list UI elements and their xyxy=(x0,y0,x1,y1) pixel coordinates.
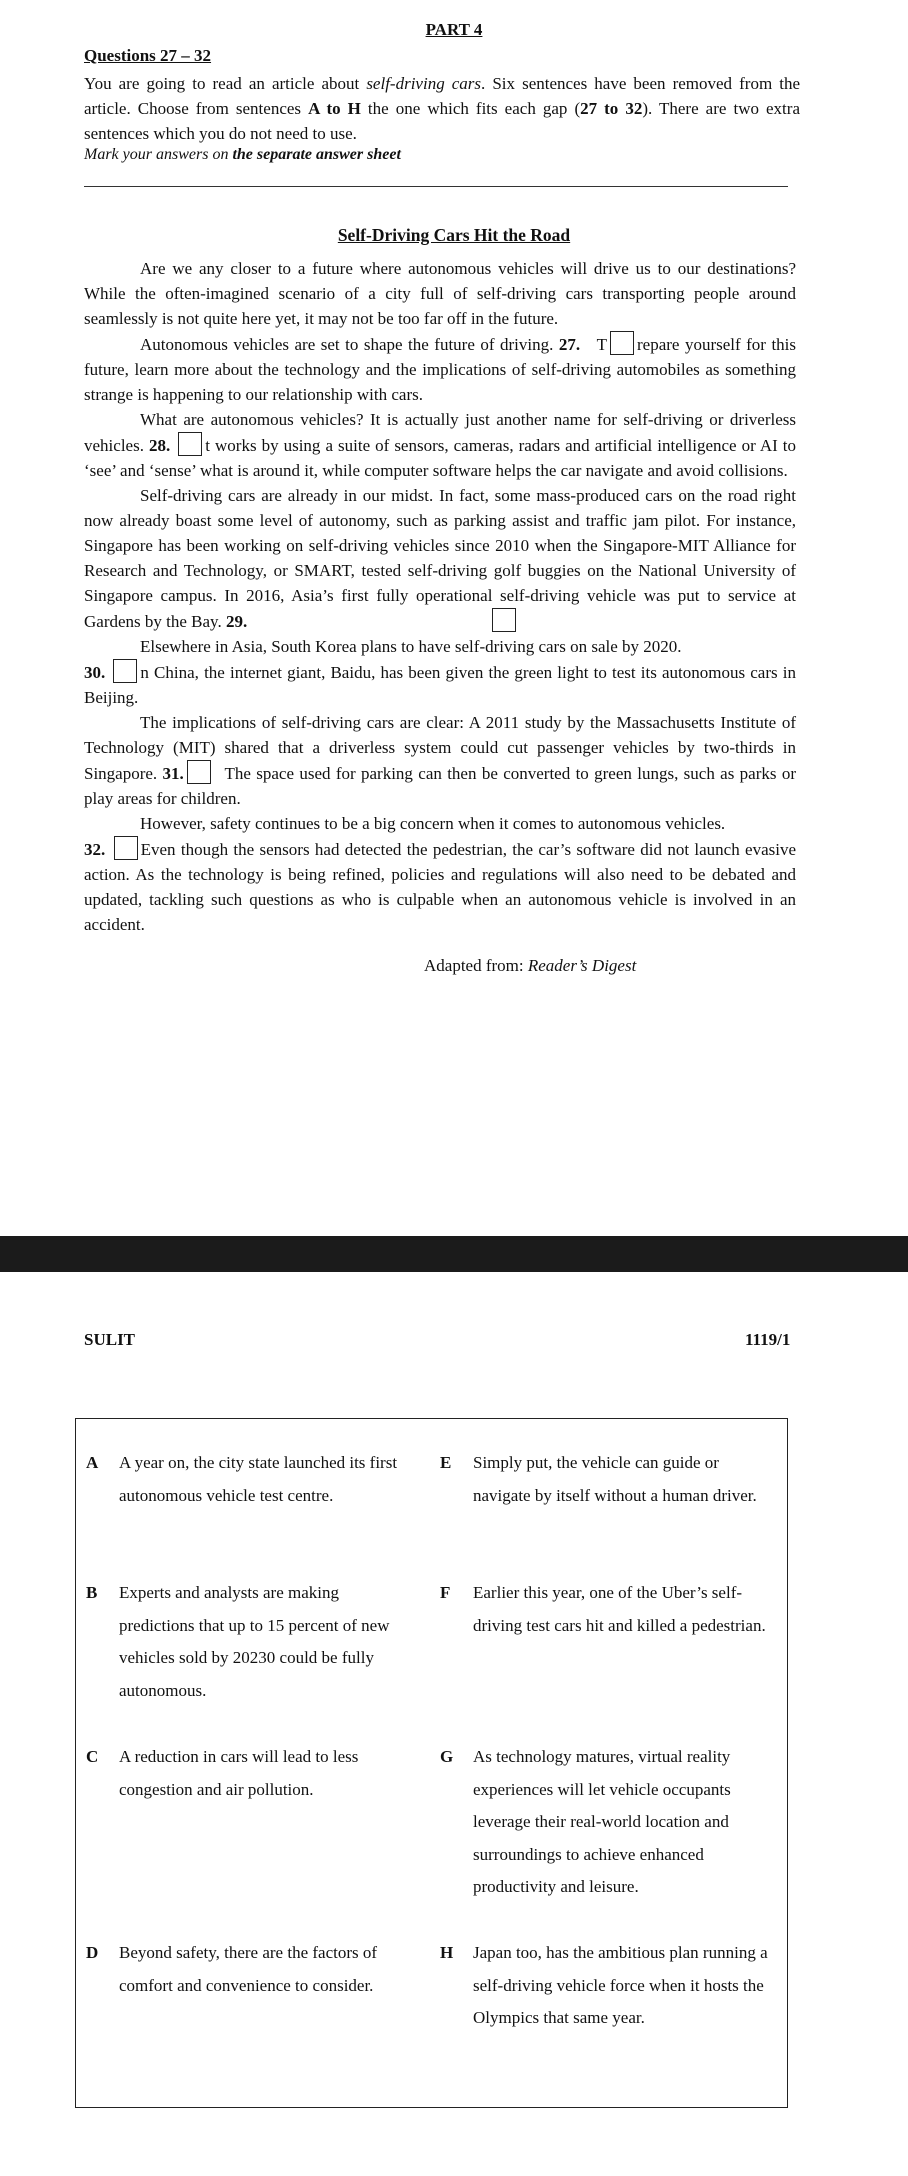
instructions-text-3: the one which fits each gap ( xyxy=(360,99,581,118)
question-number-32: 32. xyxy=(84,840,106,859)
option-a xyxy=(86,1447,416,1517)
paragraph-3-text-a: What are autonomous vehicles? It is actually just another name for self-driving or driverless vehicles. xyxy=(84,410,796,455)
question-number-27: 27. xyxy=(558,335,581,354)
paragraph-4-text: Self-driving cars are already in our midst. In fact, some mass-produced cars on the road right now already boast some level of autonomy, such as parking assist and traffic jam pilot. For instance, Singapore has been working on self-driving vehicles since 2010 when the Singapore-MIT Alliance for Research and Technology, or SMART, tested self-driving golf buggies on the National University of Singapore campus. In 2016, Asia’s first fully operational self-driving vehicle was put to service at Gardens by the Bay. xyxy=(84,486,796,631)
option-text: Experts and analysts are making predictions that up to 15 percent of new vehicles sold by 20230 could be fully autonomous. xyxy=(119,1583,390,1700)
article-paragraph-3 xyxy=(84,407,796,483)
paragraph-2-text-c: repare yourself for this future, learn more about the technology and the implications of self-driving automobiles as something strange is happening to our relationship with cars. xyxy=(84,335,797,404)
paragraph-2-text-b: T xyxy=(596,335,607,354)
option-letter: B xyxy=(86,1583,98,1602)
answer-gap-27[interactable] xyxy=(610,331,634,355)
article-source xyxy=(424,956,636,976)
paragraph-1-text: Are we any closer to a future where autonomous vehicles will drive us to our destinations? While the often-imagined scenario of a city full of self-driving cars transporting people around seamlessly is not quite here yet, it may not be too far off in the future. xyxy=(84,259,796,328)
article-paragraph-6 xyxy=(84,659,796,710)
article-paragraph-1 xyxy=(84,256,796,331)
option-letter: F xyxy=(440,1583,451,1602)
paragraph-8-text: However, safety continues to be a big concern when it comes to autonomous vehicles. xyxy=(140,814,726,833)
article-title: Self-Driving Cars Hit the Road xyxy=(337,225,571,245)
option-text: Simply put, the vehicle can guide or navigate by itself without a human driver. xyxy=(473,1453,757,1505)
question-number-30: 30. xyxy=(84,663,106,682)
paragraph-7-text-a: The implications of self-driving cars are clear: A 2011 study by the Massachusetts Institute of Technology (MIT) shared that a driverless system could cut passenger vehicles by two-thirds in Singapore. xyxy=(84,713,796,783)
option-g xyxy=(440,1741,780,1911)
questions-heading: Questions 27 – 32 xyxy=(84,46,212,65)
options-box xyxy=(75,1418,788,2108)
instructions-topic: self-driving cars xyxy=(366,74,482,93)
option-text: Japan too, has the ambitious plan running a self-driving vehicle force when it hosts the Olympics that same year. xyxy=(473,1943,768,2027)
part-title: PART 4 xyxy=(425,20,483,39)
option-letter: A xyxy=(86,1453,99,1472)
paragraph-6-text: n China, the internet giant, Baidu, has been given the green light to test its autonomous cars in Beijing. xyxy=(84,663,796,707)
answer-gap-28[interactable] xyxy=(178,432,202,456)
article-body xyxy=(84,256,796,937)
answer-gap-32[interactable] xyxy=(114,836,138,860)
instructions-text-4: ). There are two extra sentences which you do not need to use. xyxy=(84,99,800,143)
instructions-question-range: 27 to 32 xyxy=(580,99,643,118)
instructions xyxy=(84,71,800,146)
article-paragraph-8 xyxy=(84,811,796,836)
paragraph-9-text: Even though the sensors had detected the pedestrian, the car’s software did not launch evasive action. As the technology is being refined, policies and regulations will also need to be debated and updated, tackling such questions as who is culpable when an autonomous vehicle is involved in an accident. xyxy=(84,840,797,934)
paragraph-3-text-b: t works by using a suite of sensors, cameras, radars and artificial intelligence or AI to ‘see’ and ‘sense’ what is around it, while computer software helps the car navigate and avoid collisions. xyxy=(84,436,797,480)
article-paragraph-9 xyxy=(84,836,796,937)
answer-note-emphasis: the separate answer sheet xyxy=(232,146,401,163)
option-text: As technology matures, virtual reality experiences will let vehicle occupants leverage their real-world location and surroundings to achieve enhanced productivity and leisure. xyxy=(473,1747,731,1896)
source-name: Reader’s Digest xyxy=(527,956,637,975)
option-text: A year on, the city state launched its first autonomous vehicle test centre. xyxy=(119,1453,398,1505)
divider-line xyxy=(84,186,788,187)
paragraph-2-text-a: Autonomous vehicles are set to shape the future of driving. xyxy=(140,335,554,354)
answer-gap-31[interactable] xyxy=(187,760,211,784)
instructions-text-2: . Six sentences have been removed from the article. Choose from sentences xyxy=(84,74,800,118)
option-f xyxy=(440,1577,780,1677)
article-paragraph-4 xyxy=(84,483,796,634)
article-paragraph-7 xyxy=(84,710,796,811)
instructions-text-1: You are going to read an article about xyxy=(84,74,367,93)
option-text: Earlier this year, one of the Uber’s self-driving test cars hit and killed a pedestrian. xyxy=(473,1583,766,1635)
option-b xyxy=(86,1577,416,1717)
answer-gap-30[interactable] xyxy=(113,659,137,683)
answer-note-prefix: Mark your answers on xyxy=(84,146,233,163)
option-d xyxy=(86,1937,416,2007)
option-letter: C xyxy=(86,1747,99,1766)
article-paragraph-2 xyxy=(84,331,796,407)
classification-label: SULIT xyxy=(84,1330,136,1349)
instructions-letter-range: A to H xyxy=(308,99,361,118)
option-letter: H xyxy=(440,1943,454,1962)
option-c xyxy=(86,1741,416,1811)
question-number-29: 29. xyxy=(225,612,248,631)
option-letter: E xyxy=(440,1453,452,1472)
option-letter: D xyxy=(86,1943,99,1962)
option-text: Beyond safety, there are the factors of comfort and convenience to consider. xyxy=(119,1943,378,1995)
paragraph-5-text: Elsewhere in Asia, South Korea plans to have self-driving cars on sale by 2020. xyxy=(140,637,682,656)
question-number-31: 31. xyxy=(162,764,184,783)
option-e xyxy=(440,1447,780,1547)
option-text: A reduction in cars will lead to less congestion and air pollution. xyxy=(119,1747,359,1799)
answer-gap-29[interactable] xyxy=(492,608,516,632)
option-h xyxy=(440,1937,780,2077)
question-number-28: 28. xyxy=(148,436,171,455)
source-prefix: Adapted from: xyxy=(424,956,528,975)
answer-note xyxy=(84,146,401,164)
paragraph-7-text-b: The space used for parking can then be converted to green lungs, such as parks or play areas for children. xyxy=(84,764,797,808)
option-letter: G xyxy=(440,1747,454,1766)
article-paragraph-5 xyxy=(84,634,796,659)
paper-code: 1119/1 xyxy=(745,1330,791,1349)
page-separator-bar xyxy=(0,1236,908,1272)
